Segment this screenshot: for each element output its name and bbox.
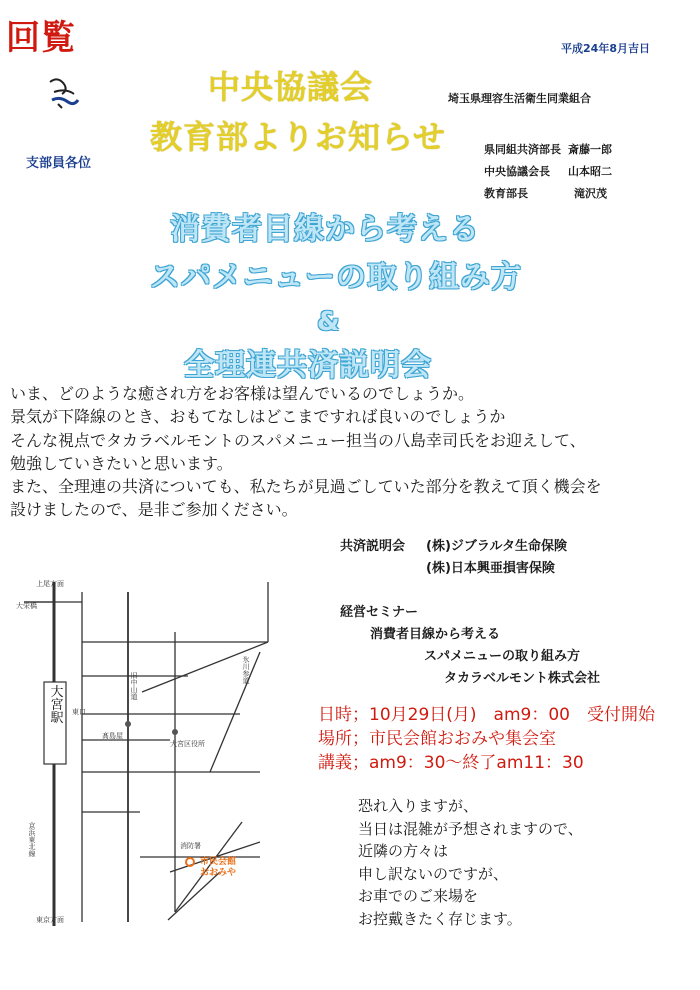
notice-line: お控戴きたく存じます。 [358,909,522,928]
event-datetime: 日時；10月29日(月) am9：00 受付開始 [318,705,655,725]
takashimaya-marker [125,721,131,727]
label-venue-2: おおみや [200,868,237,878]
label-fire-station: 消防署 [180,842,201,850]
seminar-label: 経営セミナー [340,605,419,620]
intro-line: そんな視点でタカラベルモントのスパメニュー担当の八島幸司氏をお迎えして、 [10,430,586,450]
label-hikawa: 氷川参道 [242,656,250,684]
intro-line: また、全理連の共済についても、私たちが見過ごしていた部分を教えて頂く機会を [10,477,602,497]
intro-line: 勉強していきたいと思います。 [10,453,233,473]
intro-line: いま、どのような癒され方をお客様は望んでいるのでしょうか。 [10,384,475,403]
label-old-nakasendo: 旧中山道 [130,672,138,700]
event-place: 場所；市民会館おおみや集会室 [318,729,556,749]
signatory-row [484,141,612,157]
label-venue-1: 市民会館 [200,857,237,867]
label-east-exit: 東口 [72,708,86,716]
seminar-line-2: スパメニューの取り組み方 [424,649,581,664]
label-taieibashi: 大栄橋 [16,602,37,610]
title-line-2: スパメニューの取り組み方 [150,260,522,295]
notice-line: 恐れ入りますが、 [358,797,479,815]
signatory-title: 教育部長 [484,187,528,200]
intro-line: 景気が下降線のとき、おもてなしはどこまですれば良いのでしょうか [10,407,506,427]
signatory-row [484,185,607,201]
signatory-name: 斎藤一郎 [568,143,612,156]
signatory-title: 県同組共済部長 [484,143,561,156]
label-ageo: 上尾方面 [36,580,64,588]
access-map [10,572,310,932]
mutual-aid-row [340,536,600,558]
title-line-3: 全理連共済説明会 [184,348,432,383]
label-ward-office: 大宮区役所 [170,740,205,748]
label-tokyo: 東京方面 [36,916,64,924]
header-line-1: 中央協議会 [208,68,374,106]
notice-line: 申し訳ないのですが、 [358,864,509,883]
signatory-row [484,163,612,179]
intro-line: 設けましたので、是非ご参加ください。 [10,500,298,520]
label-keihin: 京浜東北線 [28,822,36,857]
circulation-stamp: 回覧 [6,18,76,58]
header-line-2: 教育部よりお知らせ [150,118,447,156]
label-takashimaya: 髙島屋 [102,732,123,740]
signatory-name: 山本昭二 [568,165,612,178]
event-lecture: 講義；am9：30～終了am11：30 [318,753,584,773]
notice-line: 近隣の方々は [358,842,449,860]
recipient-label: 支部員各位 [26,156,92,171]
signatory-name: 滝沢茂 [574,187,607,200]
insurer-2: (株)日本興亜損害保険 [426,561,555,576]
insurer-1: (株)ジブラルタ生命保険 [426,539,567,554]
notice-line: お車でのご来場を [358,887,479,905]
seminar-line-1: 消費者目線から考える [370,627,501,642]
program-info [340,536,600,690]
title-line-1: 消費者目線から考える [170,212,480,247]
notice-line: 当日は混雑が予想されますので、 [358,819,583,838]
union-logo-icon [44,72,84,112]
ward-office-marker [172,729,178,735]
mutual-aid-label: 共済説明会 [340,539,406,554]
signatory-title: 中央協議会長 [484,165,550,178]
event-details [318,703,700,775]
parking-notice [358,795,583,930]
intro-paragraph [10,382,700,522]
organization-name: 埼玉県理容生活衛生同業組合 [448,92,591,105]
issue-date: 平成24年8月吉日 [561,42,650,55]
seminar-company: タカラベルモント株式会社 [444,671,601,686]
station-label: 大宮駅 [47,684,63,724]
title-ampersand: & [317,307,341,337]
